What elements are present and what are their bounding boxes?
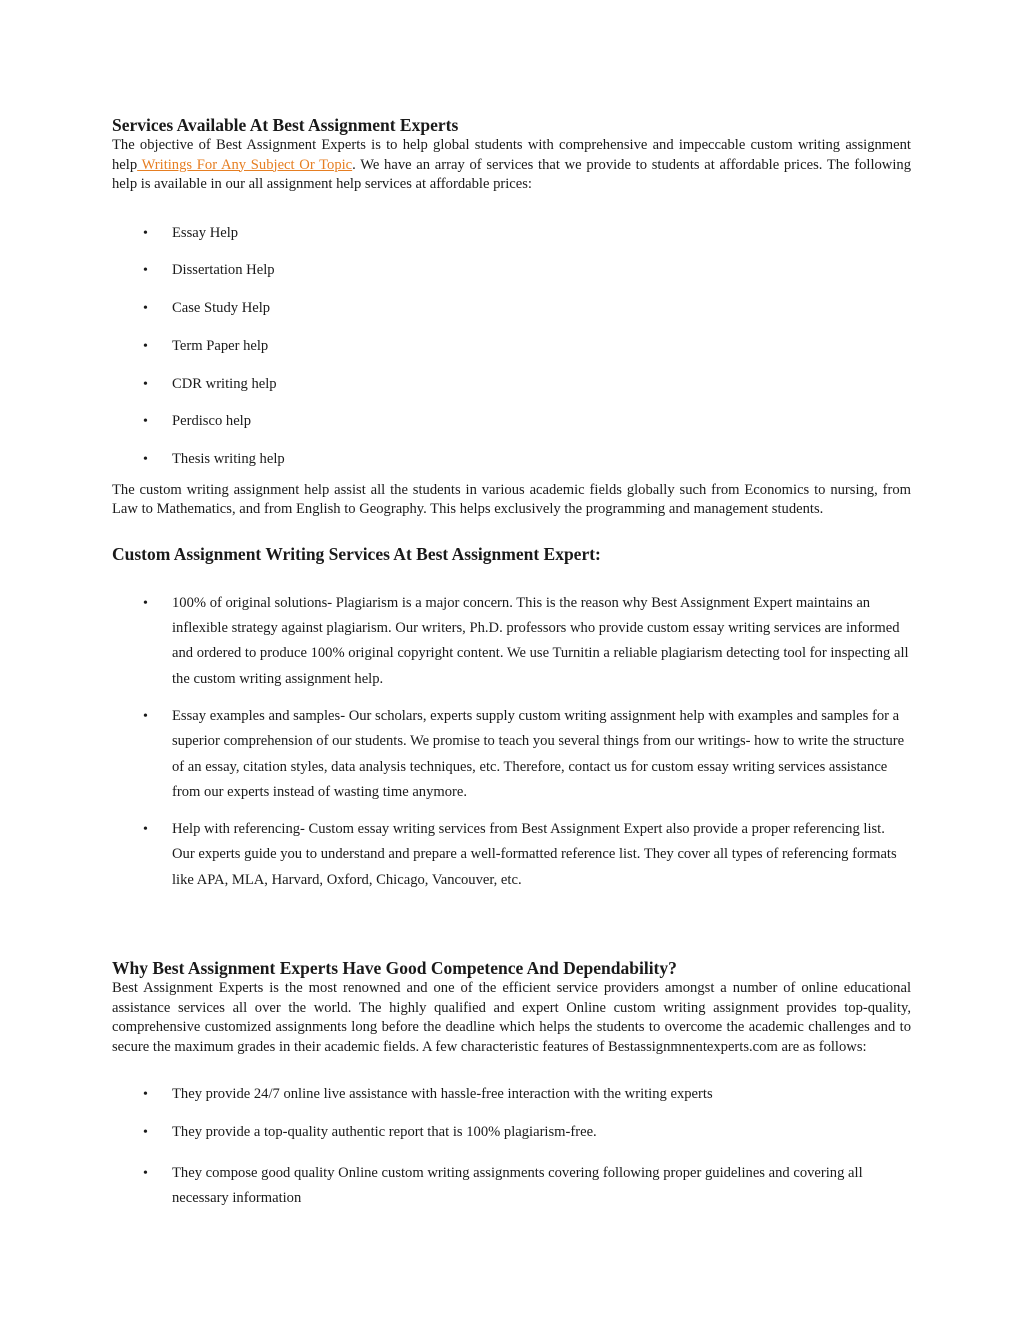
closing-paragraph: The custom writing assignment help assist all the students in various academic fields globally such from Economics to nursing, from Law to Mathematics, and from English to Geography. This helps exclusively the programming and management students. xyxy=(112,481,911,518)
writings-any-subject-link[interactable]: Writings For Any Subject Or Topic xyxy=(137,156,353,173)
section-heading-competence: Why Best Assignment Experts Have Good Competence And Dependability? xyxy=(112,958,677,979)
section-heading-services: Services Available At Best Assignment Experts xyxy=(112,115,459,135)
bullet-icon: • xyxy=(143,1165,148,1181)
bullet-icon: • xyxy=(143,1124,148,1140)
list-item: • CDR writing help xyxy=(112,375,911,395)
section-heading-custom-writing: Custom Assignment Writing Services At Best Assignment Expert: xyxy=(112,543,601,564)
intro-text-before-link: The objective of Best Assignment Experts is to help global students with comprehensive and impeccable custom writing assignment help xyxy=(112,137,911,173)
intro-text-after-link: . We have an array of services that we provide to students at affordable prices. The following help is available in our all assignment help services at affordable prices: xyxy=(112,156,911,192)
bullet-icon: • xyxy=(143,301,148,317)
features-list xyxy=(112,1085,911,1211)
bullet-icon: • xyxy=(143,1087,148,1103)
list-item: • 100% of original solutions- Plagiarism is a major concern. This is the reason why Best Assignment Expert maintains an inflexible strategy against plagiarism. Our writers, Ph.D. professors who provide custom essay writing services are informed and ordered to produce 100% original copyright content. We use Turnitin a reliable plagiarism detecting tool for inspecting all the custom writing assignment help. xyxy=(112,591,911,692)
bullet-icon: • xyxy=(143,452,148,468)
bullet-icon: • xyxy=(143,708,148,724)
custom-services-list xyxy=(112,591,911,893)
list-item: • Dissertation Help xyxy=(112,261,911,281)
list-item: • They provide a top-quality authentic report that is 100% plagiarism-free. xyxy=(112,1123,911,1143)
bullet-icon: • xyxy=(143,414,148,430)
bullet-icon: • xyxy=(143,225,148,241)
competence-paragraph: Best Assignment Experts is the most renowned and one of the efficient service providers amongst a number of online educational assistance services all over the world. The highly qualified and expert Online custom writing assignment provides top-quality, comprehensive customized assignments long before the deadline which helps the students to overcome the academic challenges and to secure the maximum grades in their academic fields. A few characteristic features of Bestassignmnentexperts.com are as follows: xyxy=(112,980,911,1055)
document-page xyxy=(112,114,911,1211)
bullet-icon: • xyxy=(143,822,148,838)
list-item: • Term Paper help xyxy=(112,337,911,357)
list-item: • They compose good quality Online custom writing assignments covering following proper guidelines and covering all necessary information xyxy=(112,1161,911,1212)
list-item: • Essay Help xyxy=(112,224,911,244)
intro-paragraph xyxy=(112,136,911,195)
list-item: • They provide 24/7 online live assistance with hassle-free interaction with the writing experts xyxy=(112,1085,911,1105)
list-item: • Thesis writing help xyxy=(112,450,911,470)
bullet-icon: • xyxy=(143,595,148,611)
bullet-icon: • xyxy=(143,263,148,279)
list-item: • Essay examples and samples- Our scholars, experts supply custom writing assignment help with examples and samples for a superior comprehension of our students. We promise to teach you several things from our writings- how to write the structure of an essay, citation styles, data analysis techniques, etc. Therefore, contact us for custom essay writing services assistance from our experts instead of wasting time anymore. xyxy=(112,704,911,805)
list-item: • Case Study Help xyxy=(112,299,911,319)
bullet-icon: • xyxy=(143,338,148,354)
bullet-icon: • xyxy=(143,376,148,392)
list-item: • Help with referencing- Custom essay writing services from Best Assignment Expert also provide a proper referencing list. Our experts guide you to understand and prepare a well-formatted reference list. They cover all types of referencing formats like APA, MLA, Harvard, Oxford, Chicago, Vancouver, etc. xyxy=(112,817,911,893)
services-list xyxy=(112,224,911,470)
list-item: • Perdisco help xyxy=(112,412,911,432)
